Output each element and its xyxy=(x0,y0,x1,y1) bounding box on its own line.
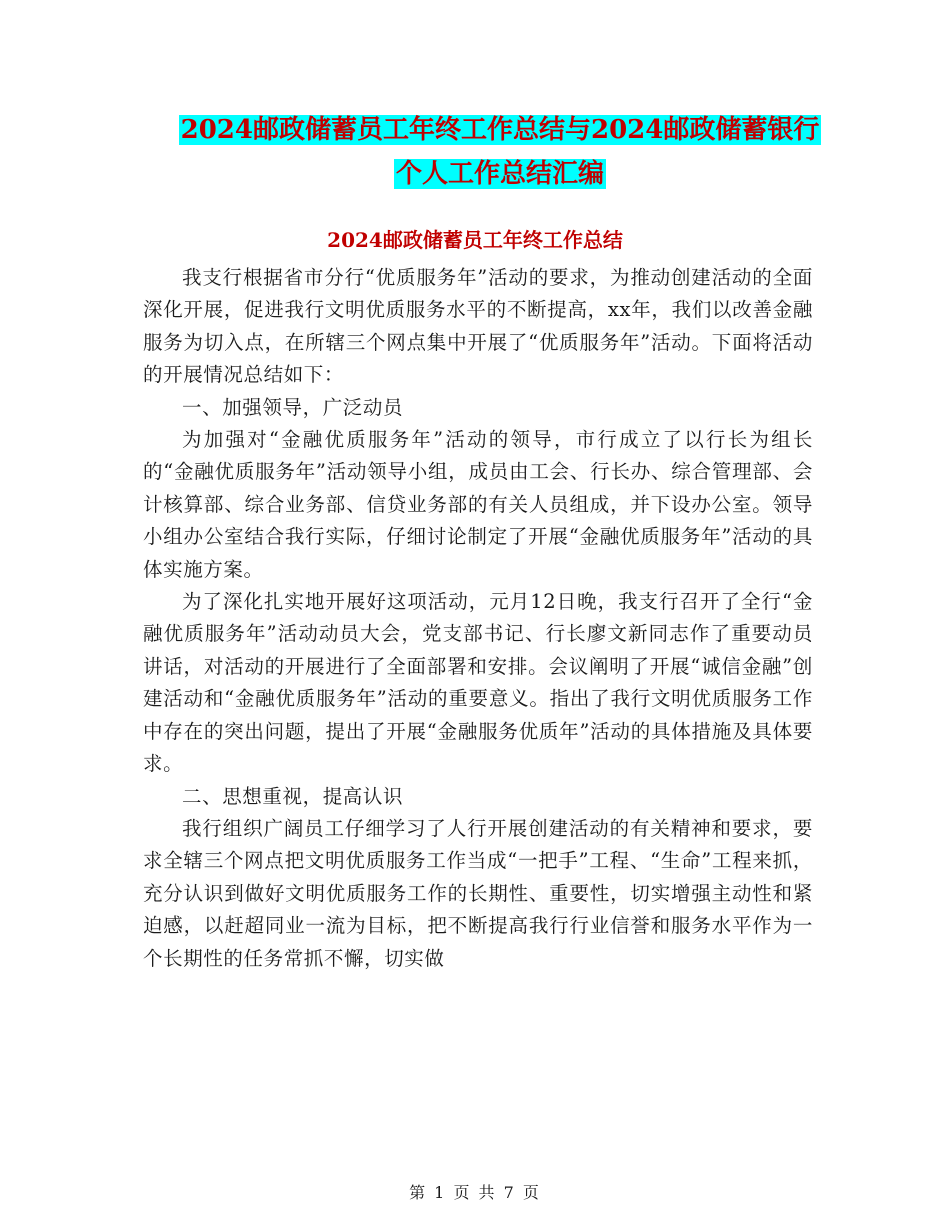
paragraph-awareness: 我行组织广阔员工仔细学习了人行开展创建活动的有关精神和要求，要求全辖三个网点把文明优质服务工作当成“一把手”工程、“生命”工程来抓，充分认识到做好文明优质服务工作的长期性、重要性，切实增强主动性和紧迫感，以赶超同业一流为目标，把不断提高我行行业信誉和服务水平作为一个长期性的任务常抓不懈，切实做 xyxy=(143,816,813,970)
page-number-footer: 第 1 页 共 7 页 xyxy=(409,1183,541,1202)
document-title-line-1: 2024邮政储蓄员工年终工作总结与2024邮政储蓄银行 xyxy=(180,115,820,145)
paragraph-intro: 我支行根据省市分行“优质服务年”活动的要求，为推动创建活动的全面深化开展，促进我行文明优质服务水平的不断提高，xx年，我们以改善金融服务为切入点，在所辖三个网点集中开展了“优质服务年”活动。下面将活动的开展情况总结如下： xyxy=(143,266,813,387)
document-title-line-2: 个人工作总结汇编 xyxy=(395,159,604,189)
paragraph-leadership: 为加强对“金融优质服务年”活动的领导，市行成立了以行长为组长的“金融优质服务年”活动领导小组，成员由工会、行长办、综合管理部、会计核算部、综合业务部、信贷业务部的有关人员组成，并下设办公室。领导小组办公室结合我行实际，仔细讨论制定了开展“金融优质服务年”活动的具体实施方案。 xyxy=(143,428,813,581)
heading-2: 二、思想重视，提高认识 xyxy=(182,784,404,808)
document-body xyxy=(143,262,813,975)
heading-1: 一、加强领导，广泛动员 xyxy=(182,395,404,419)
paragraph-mobilization: 为了深化扎实地开展好这项活动，元月12日晚，我支行召开了全行“金融优质服务年”活动动员大会，党支部书记、行长廖文新同志作了重要动员讲话，对活动的开展进行了全面部署和安排。会议阐明了开展“诚信金融”创建活动和“金融优质服务年”活动的重要意义。指出了我行文明优质服务工作中存在的突出问题，提出了开展“金融服务优质年”活动的具体措施及具体要求。 xyxy=(143,590,813,776)
section-title: 2024邮政储蓄员工年终工作总结 xyxy=(327,228,623,252)
